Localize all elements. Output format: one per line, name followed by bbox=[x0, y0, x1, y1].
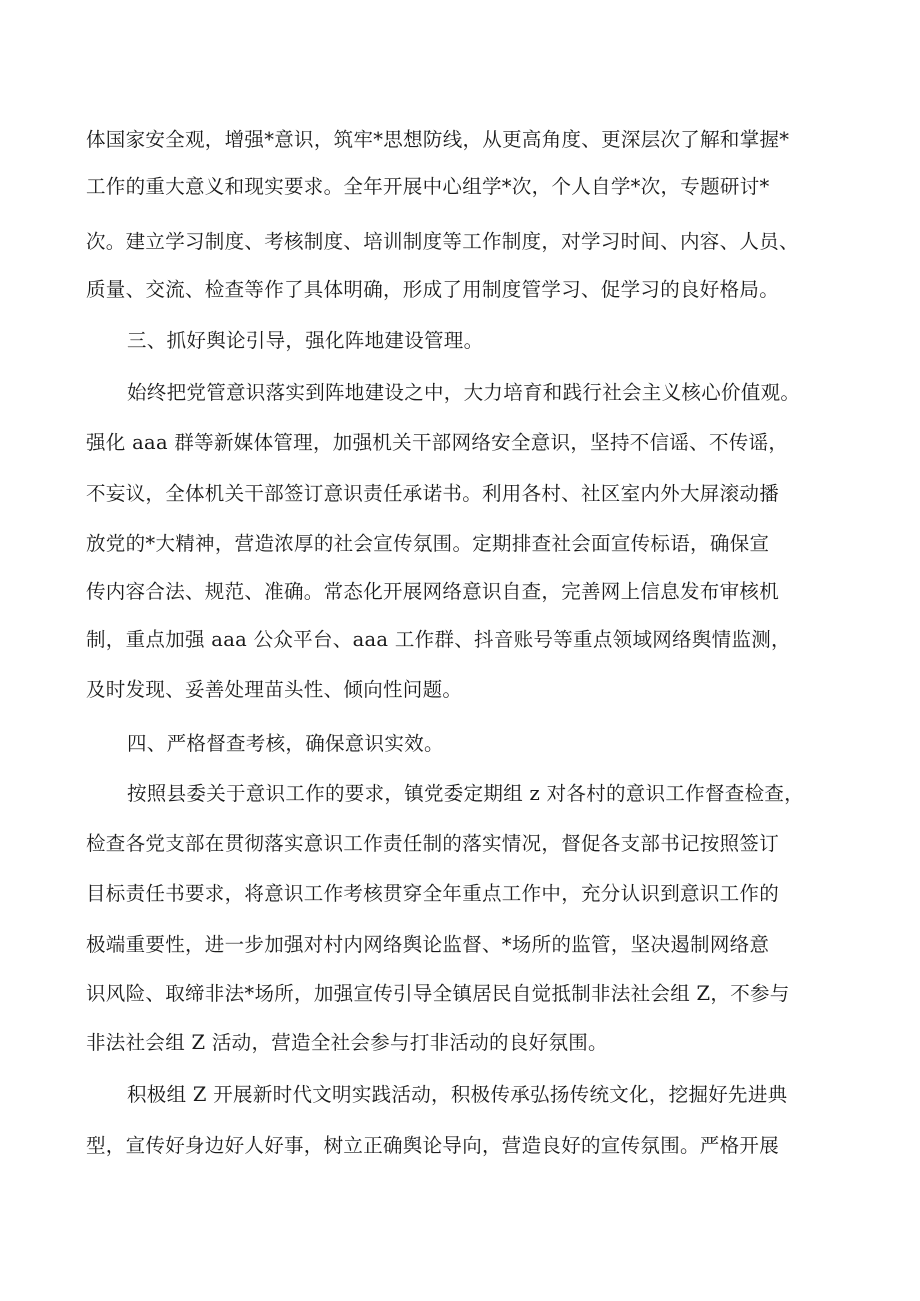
paragraph-line: 次。建立学习制度、考核制度、培训制度等工作制度，对学习时间、内容、人员、 bbox=[86, 230, 799, 253]
section-heading-3: 三、抓好舆论引导，强化阵地建设管理。 bbox=[127, 329, 484, 352]
paragraph-line: 检查各党支部在贯彻落实意识工作责任制的落实情况，督促各支部书记按照签订 bbox=[86, 832, 780, 855]
paragraph-line: 积极组 Z 开展新时代文明实践活动，积极传承弘扬传统文化，挖掘好先进典 bbox=[127, 1083, 788, 1106]
paragraph-line: 不妄议，全体机关干部签订意识责任承诺书。利用各村、社区室内外大屏滚动播 bbox=[86, 482, 780, 505]
paragraph-line: 体国家安全观，增强*意识，筑牢*思想防线，从更高角度、更深层次了解和掌握* bbox=[86, 128, 790, 151]
paragraph-line: 传内容合法、规范、准确。常态化开展网络意识自查，完善网上信息发布审核机 bbox=[86, 580, 780, 603]
paragraph-line: 目标责任书要求，将意识工作考核贯穿全年重点工作中，充分认识到意识工作的 bbox=[86, 882, 780, 905]
paragraph-line: 放党的*大精神，营造浓厚的社会宣传氛围。定期排查社会面宣传标语，确保宣 bbox=[86, 532, 770, 555]
paragraph-line: 强化 aaa 群等新媒体管理，加强机关干部网络安全意识，坚持不信谣、不传谣， bbox=[86, 431, 789, 454]
paragraph-line: 极端重要性，进一步加强对村内网络舆论监督、*场所的监管，坚决遏制网络意 bbox=[86, 933, 770, 956]
paragraph-line: 及时发现、妥善处理苗头性、倾向性问题。 bbox=[86, 678, 463, 701]
paragraph-line: 质量、交流、检查等作了具体明确，形成了用制度管学习、促学习的良好格局。 bbox=[86, 278, 780, 301]
paragraph-line: 型，宣传好身边好人好事，树立正确舆论导向，营造良好的宣传氛围。严格开展 bbox=[86, 1134, 780, 1157]
section-heading-4: 四、严格督查考核，确保意识实效。 bbox=[127, 732, 444, 755]
paragraph-line: 识风险、取缔非法*场所，加强宣传引导全镇居民自觉抵制非法社会组 Z，不参与 bbox=[86, 982, 790, 1005]
paragraph-line: 非法社会组 Z 活动，营造全社会参与打非活动的良好氛围。 bbox=[86, 1031, 608, 1054]
paragraph-line: 按照县委关于意识工作的要求，镇党委定期组 z 对各村的意识工作督查检查， bbox=[127, 782, 804, 805]
paragraph-line: 工作的重大意义和现实要求。全年开展中心组学*次，个人自学*次，专题研讨* bbox=[86, 175, 770, 198]
paragraph-line: 始终把党管意识落实到阵地建设之中，大力培育和践行社会主义核心价值观。 bbox=[127, 381, 801, 404]
paragraph-line: 制，重点加强 aaa 公众平台、aaa 工作群、抖音账号等重点领域网络舆情监测， bbox=[86, 628, 791, 651]
